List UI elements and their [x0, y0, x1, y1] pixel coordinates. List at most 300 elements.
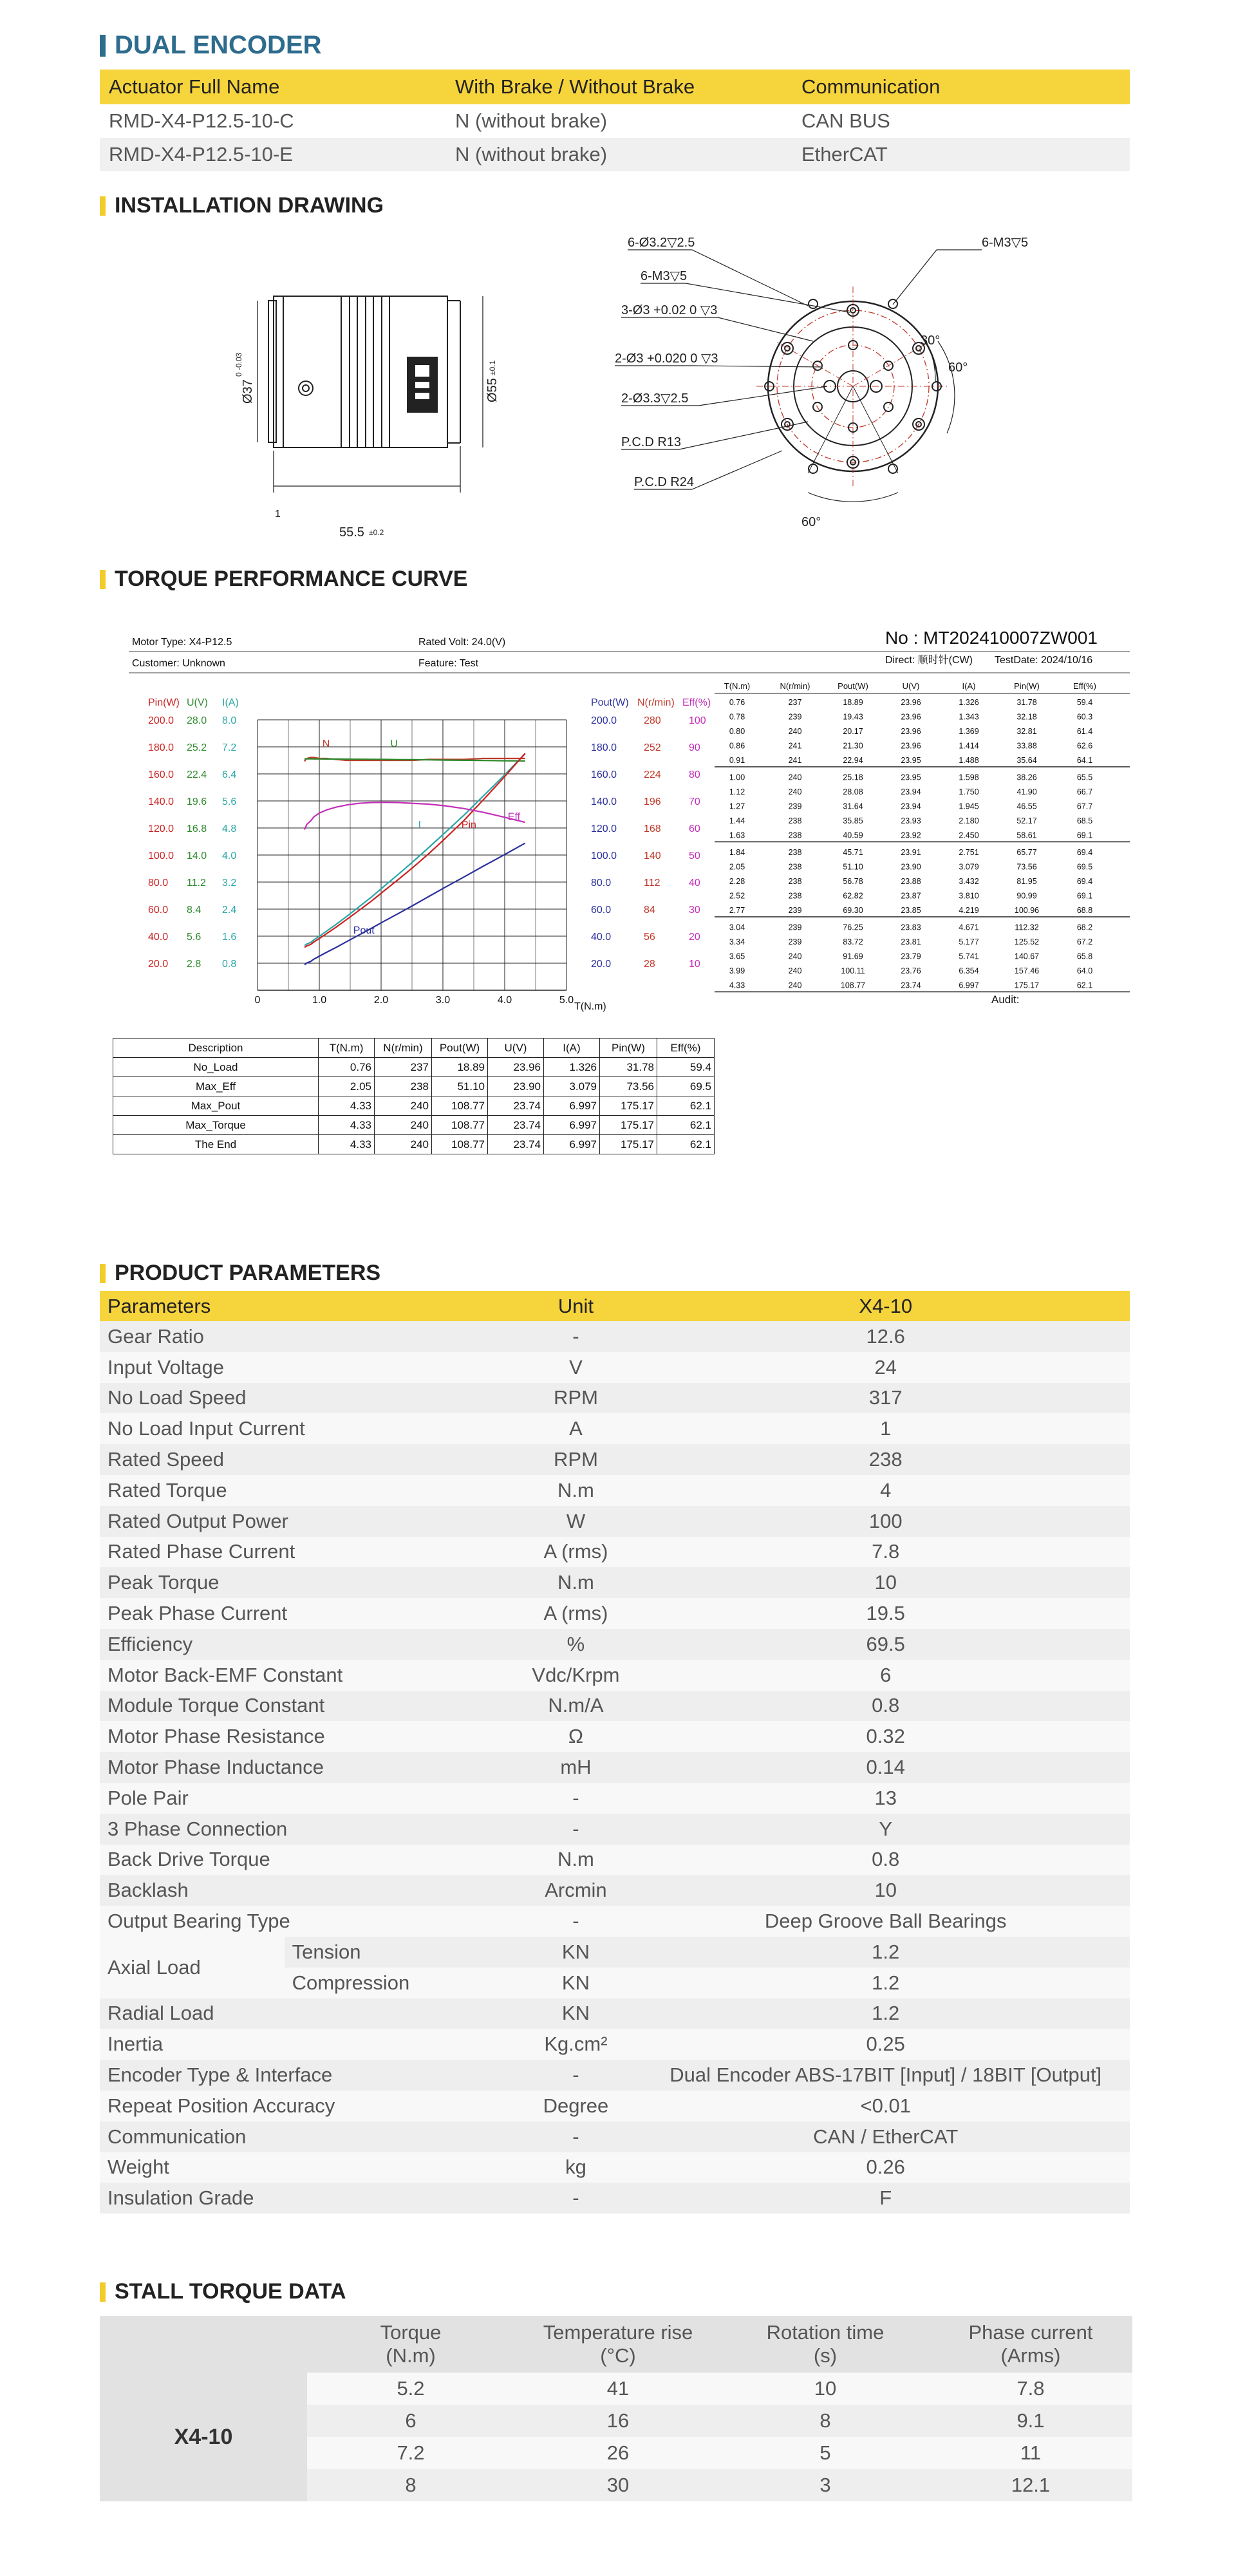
table-row	[100, 1845, 1130, 1876]
data-cell: 238	[788, 891, 802, 901]
data-cell: 239	[788, 906, 802, 915]
data-cell: 23.96	[901, 727, 921, 736]
dim-dia-tol: ±0.1	[488, 360, 497, 375]
data-cell: 1.598	[959, 773, 979, 782]
table-cell: 26	[514, 2437, 722, 2469]
left-axis-tick: 11.2	[187, 878, 206, 888]
data-cell: 241	[788, 756, 802, 765]
summary-cell: 175.17	[600, 1116, 657, 1135]
x-tick-label: 1.0	[312, 995, 327, 1006]
col-header-unit: (Arms)	[1000, 2344, 1061, 2367]
data-cell: 3.99	[729, 966, 745, 975]
data-cell: 23.88	[901, 877, 921, 886]
summary-cell: 4.33	[319, 1096, 375, 1116]
param-name: Weight	[100, 2152, 510, 2183]
right-axis-tick: 90	[689, 742, 700, 753]
param-value: 7.8	[641, 1537, 1130, 1568]
data-cell: 23.96	[901, 712, 921, 722]
table-cell: 41	[514, 2373, 722, 2405]
angle-label: 30°	[921, 334, 941, 348]
table-row	[100, 1383, 1130, 1414]
param-unit: Vdc/Krpm	[510, 1660, 641, 1691]
data-cell: 23.94	[901, 787, 921, 796]
col-header	[514, 2316, 722, 2373]
right-axis-tick: 20.0	[591, 959, 612, 970]
param-unit: -	[510, 2060, 641, 2091]
series-label: I	[418, 820, 422, 831]
param-value: 1.2	[641, 1937, 1130, 1968]
param-value: 24	[641, 1352, 1130, 1383]
right-axis-tick: 200.0	[591, 715, 617, 726]
table-row	[100, 1413, 1130, 1444]
param-name: 3 Phase Connection	[100, 1814, 510, 1845]
drawing-label: 6-M3▽5	[982, 236, 1029, 250]
table-cell: 11	[929, 2437, 1132, 2469]
series-line-eff	[304, 802, 525, 829]
summary-table	[113, 1038, 715, 1154]
data-cell: 0.76	[729, 698, 745, 707]
col-header: X4-10	[641, 1291, 1130, 1321]
param-name: Insulation Grade	[100, 2183, 510, 2214]
data-cell: 2.77	[729, 906, 745, 915]
right-axis-tick: 80.0	[591, 878, 612, 888]
param-name: Inertia	[100, 2029, 510, 2060]
summary-cell: 6.997	[544, 1116, 600, 1135]
param-value: 4	[641, 1475, 1130, 1506]
data-col-header: U(V)	[902, 681, 920, 691]
table-cell: 8	[307, 2469, 514, 2501]
right-axis-tick: 224	[644, 769, 661, 780]
param-unit: KN	[510, 1998, 641, 2029]
param-unit: Ω	[510, 1721, 641, 1752]
data-cell: 100.96	[1014, 906, 1040, 915]
right-axis-tick: 56	[644, 932, 655, 943]
summary-cell: 23.74	[488, 1116, 544, 1135]
data-cell: 65.8	[1076, 952, 1093, 961]
data-cell: 0.80	[729, 727, 745, 736]
data-cell: 28.08	[843, 787, 863, 796]
data-cell: 31.78	[1016, 698, 1037, 707]
section-title-text: DUAL ENCODER	[115, 31, 322, 59]
data-cell: 4.219	[959, 906, 979, 915]
angle-label: 60°	[948, 361, 968, 375]
data-cell: 1.12	[729, 787, 745, 796]
section-marker	[100, 35, 106, 57]
right-axis-tick: 196	[644, 796, 661, 807]
right-axis-tick: 50	[689, 851, 700, 861]
left-axis-tick: 7.2	[222, 742, 237, 753]
right-axis-title: Eff(%)	[682, 697, 711, 708]
param-unit: -	[510, 2121, 641, 2152]
table-row	[100, 1783, 1130, 1814]
data-cell: 6.997	[959, 981, 979, 990]
table-cell: RMD-X4-P12.5-10-C	[109, 109, 294, 132]
data-cell: 1.00	[729, 773, 745, 782]
summary-cell: 23.74	[488, 1096, 544, 1116]
table-cell: 5	[722, 2437, 929, 2469]
drawing-label: 3-Ø3 +0.02 0 ▽3	[621, 303, 718, 317]
table-row	[100, 1629, 1130, 1660]
data-cell: 23.79	[901, 952, 921, 961]
data-col-header: Pin(W)	[1014, 681, 1040, 691]
data-cell: 41.90	[1016, 787, 1037, 796]
param-name: Rated Torque	[100, 1475, 510, 1506]
data-cell: 67.2	[1076, 937, 1093, 946]
summary-row	[113, 1096, 715, 1116]
data-cell: 23.85	[901, 906, 921, 915]
param-value: 0.32	[641, 1721, 1130, 1752]
param-name: Backlash	[100, 1875, 510, 1906]
data-cell: 100.11	[841, 966, 865, 975]
param-unit: W	[510, 1506, 641, 1537]
section-title-text: TORQUE PERFORMANCE CURVE	[115, 567, 468, 591]
right-axis-tick: 70	[689, 796, 700, 807]
report-number: No : MT202410007ZW001	[885, 628, 1098, 648]
x-tick-label: 0	[254, 995, 261, 1006]
right-axis-tick: 40.0	[591, 932, 612, 943]
data-cell: 60.3	[1076, 712, 1093, 722]
right-axis-tick: 30	[689, 905, 700, 916]
dim-width-tol: ±0.2	[369, 528, 384, 537]
data-cell: 65.5	[1076, 773, 1093, 782]
summary-row	[113, 1135, 715, 1154]
summary-col-header: Description	[113, 1039, 319, 1058]
summary-cell: 4.33	[319, 1135, 375, 1154]
section-title-text: PRODUCT PARAMETERS	[115, 1261, 381, 1285]
table-row	[100, 104, 1130, 138]
table-row	[100, 1444, 1130, 1475]
data-cell: 32.81	[1016, 727, 1037, 736]
summary-cell: No_Load	[113, 1058, 319, 1077]
param-name: Motor Back-EMF Constant	[100, 1660, 510, 1691]
summary-cell: 59.4	[657, 1058, 715, 1077]
data-cell: 5.177	[959, 937, 979, 946]
data-cell: 68.8	[1076, 906, 1093, 915]
data-cell: 240	[788, 727, 802, 736]
right-axis-tick: 20	[689, 932, 700, 943]
right-axis-tick: 40	[689, 878, 700, 888]
table-cell: 16	[514, 2405, 722, 2437]
table-cell: RMD-X4-P12.5-10-E	[100, 138, 446, 171]
data-cell: 58.61	[1016, 831, 1037, 840]
data-cell: 23.95	[901, 756, 921, 765]
data-cell: 64.1	[1076, 756, 1093, 765]
data-cell: 3.65	[729, 952, 745, 961]
table-cell: 7.8	[929, 2373, 1132, 2405]
summary-col-header: Pout(W)	[432, 1039, 488, 1058]
data-cell: 2.180	[959, 816, 979, 825]
side-view	[258, 296, 483, 493]
param-value: 0.8	[641, 1691, 1130, 1722]
left-axis-tick: 0.8	[222, 959, 237, 970]
section-marker	[100, 196, 106, 216]
param-unit: A	[510, 1413, 641, 1444]
param-name: Rated Speed	[100, 1444, 510, 1475]
summary-col-header: T(N.m)	[319, 1039, 375, 1058]
summary-cell: Max_Eff	[113, 1077, 319, 1096]
summary-cell: 23.96	[488, 1058, 544, 1077]
summary-cell: 108.77	[432, 1116, 488, 1135]
summary-cell: 240	[375, 1116, 432, 1135]
data-cell: 0.91	[729, 756, 745, 765]
data-cell: 69.5	[1076, 862, 1093, 872]
dim-dia: Ø55	[485, 378, 500, 402]
summary-col-header: Eff(%)	[657, 1039, 715, 1058]
param-value: Dual Encoder ABS-17BIT [Input] / 18BIT [Output]	[641, 2060, 1130, 2091]
param-unit: RPM	[510, 1383, 641, 1414]
data-cell: 240	[788, 952, 802, 961]
summary-cell: 3.079	[544, 1077, 600, 1096]
right-axis-tick: 280	[644, 715, 661, 726]
data-cell: 23.94	[901, 802, 921, 811]
param-unit: A (rms)	[510, 1537, 641, 1568]
param-unit: RPM	[510, 1444, 641, 1475]
summary-cell: 69.5	[657, 1077, 715, 1096]
param-name: Output Bearing Type	[100, 1906, 510, 1937]
left-axis-tick: 180.0	[148, 742, 174, 753]
param-unit: Kg.cm²	[510, 2029, 641, 2060]
right-axis-title: N(r/min)	[637, 697, 675, 708]
summary-cell: 18.89	[432, 1058, 488, 1077]
right-axis-tick: 140.0	[591, 796, 617, 807]
param-unit: V	[510, 1352, 641, 1383]
param-value: 13	[641, 1783, 1130, 1814]
data-cell: 2.751	[959, 848, 979, 857]
dim-shaft: Ø37	[241, 379, 255, 404]
data-cell: 1.945	[959, 802, 979, 811]
dim-one: 1	[275, 509, 281, 520]
data-cell: 23.81	[901, 937, 921, 946]
drawing-label: P.C.D R13	[621, 435, 682, 449]
param-unit: N.m	[510, 1567, 641, 1598]
param-value: 19.5	[641, 1598, 1130, 1629]
data-cell: 23.83	[901, 923, 921, 932]
left-axis-tick: 20.0	[148, 959, 169, 970]
data-cell: 238	[788, 862, 802, 872]
data-col-header: T(N.m)	[724, 681, 751, 691]
feature: Feature: Test	[418, 658, 479, 669]
data-cell: 22.94	[843, 756, 863, 765]
col-header-line: Rotation time	[766, 2321, 885, 2344]
table-cell: 12.1	[929, 2469, 1132, 2501]
param-value: 0.8	[641, 1845, 1130, 1876]
param-unit: -	[510, 2183, 641, 2214]
data-cell: 23.95	[901, 773, 921, 782]
table-cell: 6	[307, 2405, 514, 2437]
data-cell: 62.6	[1076, 741, 1093, 751]
table-cell: 30	[514, 2469, 722, 2501]
series-line-pin	[304, 753, 525, 947]
rated-volt: Rated Volt: 24.0(V)	[418, 637, 506, 648]
param-name: Gear Ratio	[100, 1321, 510, 1352]
summary-cell: 6.997	[544, 1096, 600, 1116]
data-cell: 20.17	[843, 727, 863, 736]
param-name: Peak Torque	[100, 1567, 510, 1598]
table-header-row	[113, 1039, 715, 1058]
col-header	[929, 2316, 1132, 2373]
table-row	[100, 1814, 1130, 1845]
data-cell: 46.55	[1016, 802, 1037, 811]
summary-cell: 240	[375, 1096, 432, 1116]
param-unit: -	[510, 1783, 641, 1814]
stall-model: X4-10	[100, 2373, 307, 2501]
param-unit: Degree	[510, 2091, 641, 2121]
col-header-line: Phase current	[968, 2321, 1093, 2344]
data-cell: 1.84	[729, 848, 745, 857]
left-axis-tick: 28.0	[187, 715, 207, 726]
data-cell: 2.28	[729, 877, 745, 886]
section-marker	[100, 1264, 106, 1283]
data-cell: 140.67	[1014, 952, 1040, 961]
summary-cell: 62.1	[657, 1116, 715, 1135]
param-value: 12.6	[641, 1321, 1130, 1352]
summary-row	[113, 1077, 715, 1096]
params-table	[100, 1291, 1130, 2214]
data-cell: 112.32	[1015, 923, 1039, 932]
data-cell: 59.4	[1076, 698, 1093, 707]
data-cell: 5.741	[959, 952, 979, 961]
data-cell: 4.33	[729, 981, 745, 990]
right-axis-tick: 252	[644, 742, 661, 753]
drawing-label: P.C.D R24	[634, 475, 695, 489]
data-cell: 3.04	[729, 923, 745, 932]
series-label: Pout	[353, 925, 375, 936]
data-cell: 23.91	[901, 848, 921, 857]
data-cell: 23.87	[901, 891, 921, 901]
col-header	[722, 2316, 929, 2373]
param-unit: N.m	[510, 1475, 641, 1506]
summary-cell: 237	[375, 1058, 432, 1077]
data-cell: 0.86	[729, 741, 745, 751]
col-header-line: Temperature rise	[543, 2321, 693, 2344]
left-axis-tick: 3.2	[222, 878, 237, 888]
data-cell: 35.85	[843, 816, 863, 825]
chart-plot-area	[148, 697, 711, 1012]
data-cell: 125.52	[1014, 937, 1040, 946]
section-title-text: INSTALLATION DRAWING	[115, 193, 384, 218]
param-unit: -	[510, 1906, 641, 1937]
data-cell: 1.750	[959, 787, 979, 796]
param-value: 10	[641, 1875, 1130, 1906]
summary-cell: 23.74	[488, 1135, 544, 1154]
table-row	[100, 1721, 1130, 1752]
left-axis-title: U(V)	[187, 697, 208, 708]
data-cell: 2.450	[959, 831, 979, 840]
param-unit: A (rms)	[510, 1598, 641, 1629]
data-cell: 239	[788, 712, 802, 722]
data-cell: 1.369	[959, 727, 979, 736]
data-cell: 3.079	[959, 862, 979, 872]
left-axis-tick: 40.0	[148, 932, 169, 943]
drawing-label: 2-Ø3.3▽2.5	[621, 391, 689, 406]
data-cell: 76.25	[843, 923, 863, 932]
data-cell: 64.0	[1076, 966, 1093, 975]
table-row	[100, 1937, 1130, 1968]
section-title-dual-encoder	[100, 31, 322, 60]
param-name: Rated Phase Current	[100, 1537, 510, 1568]
summary-cell: 51.10	[432, 1077, 488, 1096]
left-axis-tick: 100.0	[148, 851, 174, 861]
section-title-torque-curve	[100, 567, 467, 592]
param-unit: Arcmin	[510, 1875, 641, 1906]
test-date: TestDate: 2024/10/16	[995, 655, 1093, 666]
summary-cell: 6.997	[544, 1135, 600, 1154]
param-value: 1	[641, 1413, 1130, 1444]
right-axis-tick: 60.0	[591, 905, 612, 916]
param-name: Peak Phase Current	[100, 1598, 510, 1629]
data-cell: 239	[788, 802, 802, 811]
data-cell: 23.92	[901, 831, 921, 840]
series-line-pout	[304, 843, 525, 965]
installation-drawing	[100, 229, 1130, 538]
direct: Direct: 顺时针(CW)	[885, 655, 973, 666]
col-header: Communication	[792, 70, 1130, 104]
data-cell: 56.78	[843, 877, 863, 886]
left-axis-tick: 2.8	[187, 959, 201, 970]
table-cell: 7.2	[307, 2437, 514, 2469]
param-value: 1.2	[641, 1998, 1130, 2029]
data-cell: 23.74	[901, 981, 921, 990]
data-cell: 69.4	[1076, 848, 1093, 857]
param-value: 0.25	[641, 2029, 1130, 2060]
x-tick-label: 5.0	[559, 995, 574, 1006]
table-row	[100, 2373, 1132, 2405]
left-axis-tick: 6.4	[222, 769, 237, 780]
summary-cell: Max_Torque	[113, 1116, 319, 1135]
data-col-header: I(A)	[962, 681, 976, 691]
data-cell: 239	[788, 923, 802, 932]
summary-row	[113, 1058, 715, 1077]
param-value: CAN / EtherCAT	[641, 2121, 1130, 2152]
right-axis-tick: 10	[689, 959, 700, 970]
series-label: Eff	[507, 811, 521, 823]
data-cell: 65.77	[1016, 848, 1037, 857]
summary-cell: 73.56	[600, 1077, 657, 1096]
audit-label: Audit:	[991, 993, 1020, 1006]
param-subname: Compression	[285, 1968, 510, 1998]
table-cell: N (without brake)	[455, 109, 608, 132]
screw-hole-icon	[299, 381, 313, 395]
data-cell: 68.2	[1076, 923, 1093, 932]
data-cell: 83.72	[843, 937, 863, 946]
data-cell: 238	[788, 848, 802, 857]
param-name: No Load Speed	[100, 1383, 510, 1414]
table-cell: CAN BUS	[801, 109, 890, 132]
right-axis-tick: 28	[644, 959, 655, 970]
data-cell: 0.78	[729, 712, 745, 722]
left-axis-tick: 16.8	[187, 823, 207, 834]
front-view	[615, 250, 982, 502]
summary-cell: Max_Pout	[113, 1096, 319, 1116]
data-cell: 1.326	[959, 698, 979, 707]
data-cell: 1.27	[729, 802, 745, 811]
summary-cell: 2.05	[319, 1077, 375, 1096]
summary-col-header: N(r/min)	[375, 1039, 432, 1058]
left-axis-tick: 80.0	[148, 878, 169, 888]
table-row	[100, 2029, 1130, 2060]
data-cell: 240	[788, 966, 802, 975]
section-title-stall	[100, 2279, 346, 2304]
left-axis-tick: 140.0	[148, 796, 174, 807]
param-value: 1.2	[641, 1968, 1130, 1998]
data-cell: 1.414	[959, 741, 979, 751]
left-axis-title: I(A)	[222, 697, 239, 708]
summary-cell: 175.17	[600, 1135, 657, 1154]
left-axis-tick: 200.0	[148, 715, 174, 726]
param-name: No Load Input Current	[100, 1413, 510, 1444]
param-unit: -	[510, 1814, 641, 1845]
left-axis-tick: 19.6	[187, 796, 207, 807]
